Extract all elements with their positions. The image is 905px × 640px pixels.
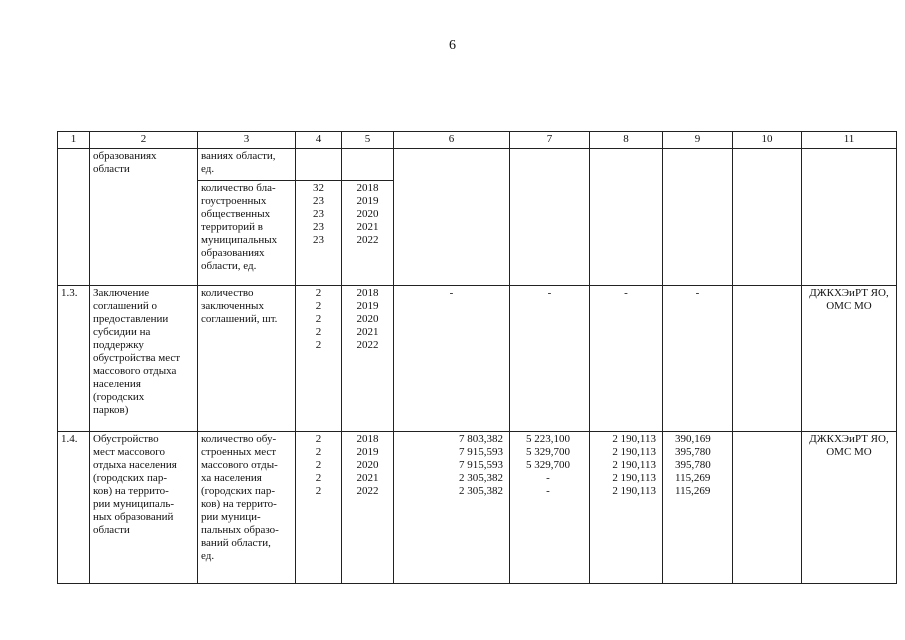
indicator-cell: количество бла- гоустроенных общественных территорий в муниципальных образованиях области, ед. xyxy=(198,181,296,286)
col9-cell: - xyxy=(663,286,733,432)
year-cell: 2018 2019 2020 2021 2022 xyxy=(342,432,394,584)
col7-cell xyxy=(510,149,590,286)
table-row xyxy=(58,286,897,432)
header-cell: 4 xyxy=(296,132,342,149)
header-cell: 8 xyxy=(590,132,663,149)
col8-cell: - xyxy=(590,286,663,432)
header-cell: 11 xyxy=(802,132,897,149)
col9-cell: 390,169 395,780 395,780 115,269 115,269 xyxy=(663,432,733,584)
name-cell: образованиях области xyxy=(90,149,198,286)
name-cell: Обустройство мест массового отдыха населения (городских пар- ков) на террито- рии муниципаль- ных образований области xyxy=(90,432,198,584)
header-cell: 1 xyxy=(58,132,90,149)
year-cell: 2018 2019 2020 2021 2022 xyxy=(342,286,394,432)
col10-cell xyxy=(733,432,802,584)
header-cell: 2 xyxy=(90,132,198,149)
col6-cell: 7 803,382 7 915,593 7 915,593 2 305,382 2 305,382 xyxy=(394,432,510,584)
value-cell xyxy=(296,149,342,181)
indicator-cell: количество заключенных соглашений, шт. xyxy=(198,286,296,432)
value-cell: 2 2 2 2 2 xyxy=(296,286,342,432)
executor-cell xyxy=(802,149,897,286)
col7-cell: 5 223,100 5 329,700 5 329,700 - - xyxy=(510,432,590,584)
value-cell: 32 23 23 23 23 xyxy=(296,181,342,286)
name-cell: Заключение соглашений о предоставлении субсидии на поддержку обустройства мест массового отдыха населения (городских парков) xyxy=(90,286,198,432)
page-number: 6 xyxy=(449,38,456,53)
executor-cell: ДЖКХЭиРТ ЯО, ОМС МО xyxy=(802,286,897,432)
program-table xyxy=(57,131,897,584)
value-cell: 2 2 2 2 2 xyxy=(296,432,342,584)
header-cell: 6 xyxy=(394,132,510,149)
table-row xyxy=(58,149,897,181)
year-cell: 2018 2019 2020 2021 2022 xyxy=(342,181,394,286)
col6-cell: - xyxy=(394,286,510,432)
year-cell xyxy=(342,149,394,181)
header-cell: 9 xyxy=(663,132,733,149)
col8-cell: 2 190,113 2 190,113 2 190,113 2 190,113 2 190,113 xyxy=(590,432,663,584)
header-cell: 5 xyxy=(342,132,394,149)
col10-cell xyxy=(733,149,802,286)
col10-cell xyxy=(733,286,802,432)
header-cell: 3 xyxy=(198,132,296,149)
num-cell: 1.3. xyxy=(58,286,90,432)
header-cell: 7 xyxy=(510,132,590,149)
header-cell: 10 xyxy=(733,132,802,149)
indicator-cell: ваниях области, ед. xyxy=(198,149,296,181)
num-cell xyxy=(58,149,90,286)
header-row xyxy=(58,132,897,149)
col8-cell xyxy=(590,149,663,286)
executor-cell: ДЖКХЭиРТ ЯО, ОМС МО xyxy=(802,432,897,584)
num-cell: 1.4. xyxy=(58,432,90,584)
indicator-cell: количество обу- строенных мест массового отды- ха населения (городских пар- ков) на террито- рии муници- пальных образо- ваний области, ед. xyxy=(198,432,296,584)
col9-cell xyxy=(663,149,733,286)
table-row xyxy=(58,432,897,584)
col7-cell: - xyxy=(510,286,590,432)
col6-cell xyxy=(394,149,510,286)
